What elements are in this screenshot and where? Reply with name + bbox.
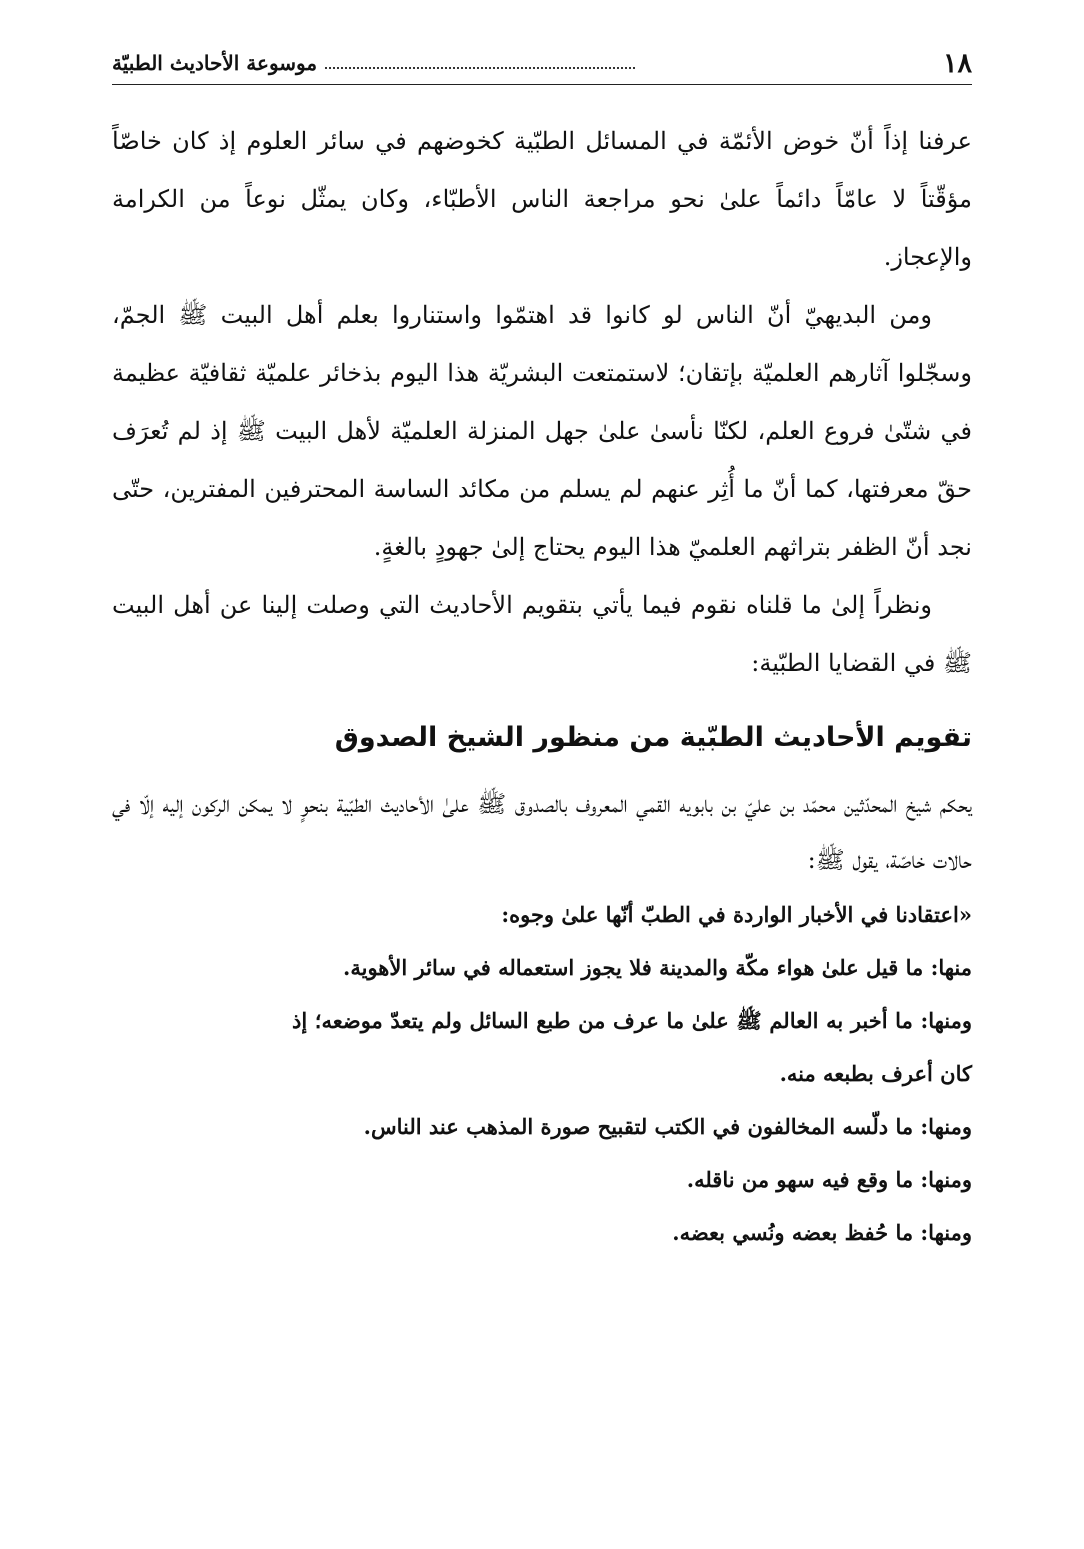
header-dot-leader	[325, 67, 635, 69]
quote-line: ومنها: ما دلّسه المخالفون في الكتب لتقبيح صورة المذهب عند الناس.	[363, 1114, 972, 1139]
page-number: ١٨	[942, 47, 972, 79]
quote-line: ومنها: ما وقع فيه سهو من ناقله.	[686, 1167, 972, 1192]
paragraph-1: عرفنا إذاً أنّ خوض الأئمّة في المسائل الطبّية كخوضهم في سائر العلوم إذ كان خاصّاً مؤقّتاً لا عامّاً دائماً علىٰ نحو مراجعة الناس الأطبّاء، وكان يمثّل نوعاً من الكرامة والإعجاز.	[112, 127, 972, 271]
section-heading: تقويم الأحاديث الطبّية من منظور الشيخ الصدوق	[334, 722, 972, 753]
quotation-block	[292, 888, 972, 1259]
intro-paragraph: يحكم شيخ المحدّثين محمّد بن عليّ بن بابويه القمي المعروف بالصدوق ﷺ علىٰ الأحاديث الطبّية بنحوٍ لا يمكن الركون إليه إلّا في حالات خاصّة، يقول ﷺ:	[112, 790, 972, 874]
quote-line: ومنها: ما حُفظ بعضه ونُسي بعضه.	[672, 1220, 972, 1245]
paragraph-2: ومن البديهيّ أنّ الناس لو كانوا قد اهتمّوا واستناروا بعلم أهل البيت ﷺ الجمّ، وسجّلوا آثارهم العلميّة بإتقان؛ لاستمتعت البشريّة هذا اليوم بذخائر علميّة ثقافيّة عظيمة في شتّىٰ فروع العلم، لكنّا نأسىٰ علىٰ جهل المنزلة العلميّة لأهل البيت ﷺ إذ لم تُعرَف حقّ معرفتها، كما أنّ ما أُثِر عنهم لم يسلم من مكائد الساسة المحترفين المفترين، حتّى نجد أنّ الظفر بتراثهم العلميّ هذا اليوم يحتاج إلىٰ جهودٍ بالغةٍ.	[112, 301, 972, 561]
header-title-group	[112, 51, 635, 75]
page-content	[112, 112, 972, 1259]
quote-line: «اعتقادنا في الأخبار الواردة في الطبّ أنّها علىٰ وجوه:	[501, 902, 972, 927]
paragraph-3: ونظراً إلىٰ ما قلناه نقوم فيما يأتي بتقويم الأحاديث التي وصلت إلينا عن أهل البيت ﷺ في القضايا الطبّية:	[112, 591, 972, 677]
book-title: موسوعة الأحاديث الطبيّة	[112, 51, 318, 75]
header-rule	[112, 84, 972, 85]
running-header	[112, 40, 972, 86]
quote-line: منها: ما قيل علىٰ هواء مكّة والمدينة فلا يجوز استعماله في سائر الأهوية.	[343, 955, 972, 980]
quote-line: ومنها: ما أخبر به العالم ﷺ علىٰ ما عرف من طبع السائل ولم يتعدّ موضعه؛ إذ كان أعرف بطبعه منه.	[292, 1008, 972, 1086]
